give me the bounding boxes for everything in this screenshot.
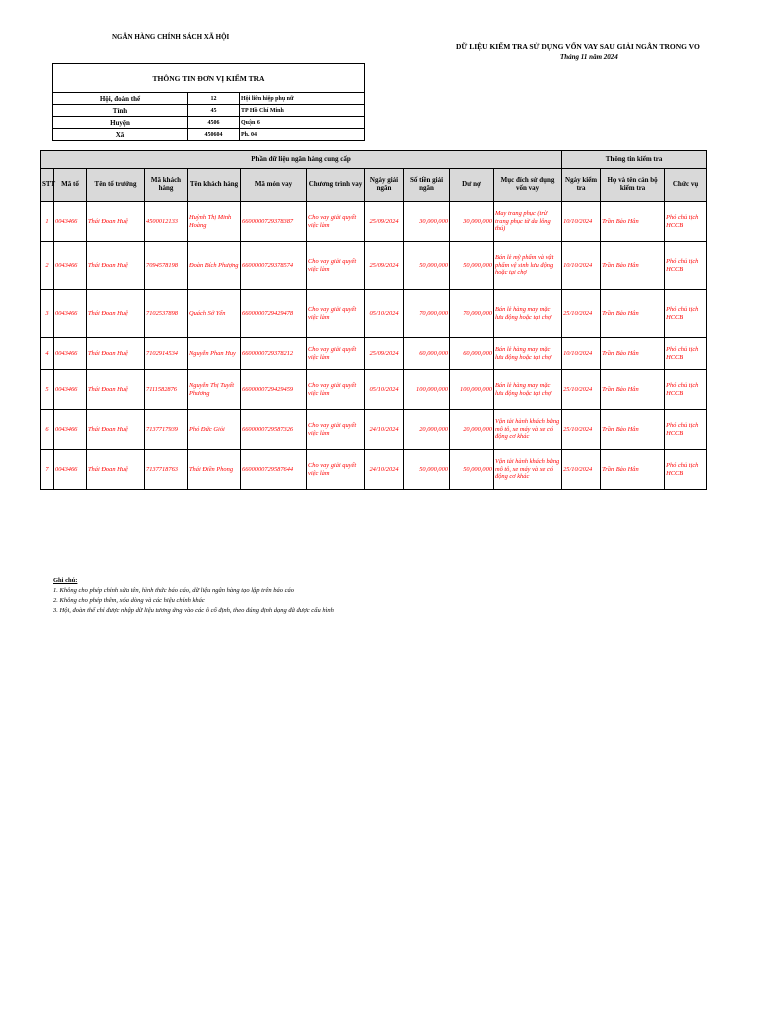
loan-check-table xyxy=(40,150,707,490)
cell-stt: 1 xyxy=(41,202,54,242)
note-item: 3. Hội, đoàn thể chỉ được nhập dữ liệu tương ứng vào các ô cố định, theo đúng định dạng đã được cấu hình xyxy=(53,607,334,614)
cell-stt: 4 xyxy=(41,338,54,370)
cell-ma-to: 0043466 xyxy=(54,290,87,338)
unit-info-code: 45 xyxy=(188,105,240,117)
cell-can-bo-kiem-tra: Trần Bảo Hân xyxy=(601,290,665,338)
col-header-du-no: Dư nợ xyxy=(450,169,494,202)
col-header-ten-khach-hang: Tên khách hàng xyxy=(188,169,241,202)
cell-ngay-kiem-tra: 10/10/2024 xyxy=(562,242,601,290)
cell-du-no: 70,000,000 xyxy=(450,290,494,338)
unit-info-code: 450604 xyxy=(188,129,240,141)
cell-ma-to: 0043466 xyxy=(54,202,87,242)
cell-du-no: 20,000,000 xyxy=(450,410,494,450)
cell-ma-khach-hang: 7111582876 xyxy=(145,370,188,410)
cell-chuc-vu: Phó chủ tịch HCCB xyxy=(665,290,707,338)
cell-du-no: 50,000,000 xyxy=(450,242,494,290)
cell-chuc-vu: Phó chủ tịch HCCB xyxy=(665,242,707,290)
col-header-stt: STT xyxy=(41,169,54,202)
unit-info-box xyxy=(52,63,365,141)
unit-info-row xyxy=(53,129,365,141)
cell-chuong-trinh-vay: Cho vay giải quyết việc làm xyxy=(307,370,365,410)
cell-ngay-giai-ngan: 24/10/2024 xyxy=(365,450,404,490)
cell-ma-to: 0043466 xyxy=(54,370,87,410)
unit-info-value: Hội liên hiệp phụ nữ xyxy=(240,93,365,105)
unit-info-row xyxy=(53,93,365,105)
cell-stt: 5 xyxy=(41,370,54,410)
cell-muc-dich: Bán lẻ hàng may mặc lưu động hoặc tại chợ xyxy=(494,338,562,370)
table-row xyxy=(41,242,707,290)
col-header-ngay-giai-ngan: Ngày giải ngân xyxy=(365,169,404,202)
cell-ngay-kiem-tra: 10/10/2024 xyxy=(562,202,601,242)
cell-ten-khach-hang: Nguyễn Thị Tuyết Phương xyxy=(188,370,241,410)
cell-stt: 3 xyxy=(41,290,54,338)
cell-chuong-trinh-vay: Cho vay giải quyết việc làm xyxy=(307,242,365,290)
cell-muc-dich: Bán lẻ hàng may mặc lưu động hoặc tại chợ xyxy=(494,290,562,338)
cell-can-bo-kiem-tra: Trần Bảo Hân xyxy=(601,242,665,290)
col-header-so-tien-giai-ngan: Số tiền giải ngân xyxy=(404,169,450,202)
cell-chuong-trinh-vay: Cho vay giải quyết việc làm xyxy=(307,202,365,242)
col-header-can-bo-kiem-tra: Họ và tên cán bộ kiểm tra xyxy=(601,169,665,202)
table-row xyxy=(41,338,707,370)
cell-ngay-giai-ngan: 25/09/2024 xyxy=(365,338,404,370)
cell-muc-dich: Vận tải hành khách bằng mô tô, xe máy và xe có động cơ khác xyxy=(494,450,562,490)
table-row xyxy=(41,410,707,450)
table-row xyxy=(41,370,707,410)
cell-chuc-vu: Phó chủ tịch HCCB xyxy=(665,410,707,450)
cell-ma-khach-hang: 7137718763 xyxy=(145,450,188,490)
cell-ma-khach-hang: 7102537898 xyxy=(145,290,188,338)
notes-section xyxy=(53,576,334,616)
unit-info-code: 12 xyxy=(188,93,240,105)
cell-ma-to: 0043466 xyxy=(54,242,87,290)
cell-ma-khach-hang: 4500012133 xyxy=(145,202,188,242)
cell-du-no: 50,000,000 xyxy=(450,450,494,490)
unit-info-row xyxy=(53,117,365,129)
cell-ten-khach-hang: Nguyễn Phan Huy xyxy=(188,338,241,370)
cell-ten-khach-hang: Thái Điền Phong xyxy=(188,450,241,490)
cell-ngay-kiem-tra: 25/10/2024 xyxy=(562,450,601,490)
cell-ma-mon-vay: 6600000729587644 xyxy=(241,450,307,490)
col-header-ma-to: Mã tổ xyxy=(54,169,87,202)
cell-ngay-giai-ngan: 05/10/2024 xyxy=(365,370,404,410)
unit-info-label: Tỉnh xyxy=(53,105,188,117)
cell-can-bo-kiem-tra: Trần Bảo Hân xyxy=(601,450,665,490)
report-period: Tháng 11 năm 2024 xyxy=(560,53,618,61)
cell-ngay-giai-ngan: 25/09/2024 xyxy=(365,242,404,290)
cell-ma-khach-hang: 7102914534 xyxy=(145,338,188,370)
unit-info-label: Hội, đoàn thể xyxy=(53,93,188,105)
unit-info-label: Huyện xyxy=(53,117,188,129)
table-row xyxy=(41,450,707,490)
notes-title: Ghi chú: xyxy=(53,577,78,584)
cell-can-bo-kiem-tra: Trần Bảo Hân xyxy=(601,370,665,410)
note-item: 2. Không cho phép thêm, xóa dòng và các hiệu chỉnh khác xyxy=(53,597,205,604)
cell-so-tien-giai-ngan: 70,000,000 xyxy=(404,290,450,338)
cell-muc-dich: Vận tải hành khách bằng mô tô, xe máy và xe có động cơ khác xyxy=(494,410,562,450)
col-header-chuc-vu: Chức vụ xyxy=(665,169,707,202)
cell-chuong-trinh-vay: Cho vay giải quyết việc làm xyxy=(307,410,365,450)
cell-ten-to-truong: Thái Đoan Huệ xyxy=(87,338,145,370)
cell-ngay-giai-ngan: 24/10/2024 xyxy=(365,410,404,450)
unit-info-value: TP Hồ Chí Minh xyxy=(240,105,365,117)
cell-ten-to-truong: Thái Đoan Huệ xyxy=(87,290,145,338)
cell-chuc-vu: Phó chủ tịch HCCB xyxy=(665,450,707,490)
cell-ngay-giai-ngan: 25/09/2024 xyxy=(365,202,404,242)
cell-chuong-trinh-vay: Cho vay giải quyết việc làm xyxy=(307,290,365,338)
cell-du-no: 100,000,000 xyxy=(450,370,494,410)
unit-info-row xyxy=(53,105,365,117)
cell-ten-khach-hang: Đoàn Bích Phượng xyxy=(188,242,241,290)
group-header-bank: Phần dữ liệu ngân hàng cung cấp xyxy=(41,151,562,169)
cell-ten-khach-hang: Huỳnh Thị Minh Hoàng xyxy=(188,202,241,242)
cell-du-no: 60,000,000 xyxy=(450,338,494,370)
cell-chuc-vu: Phó chủ tịch HCCB xyxy=(665,370,707,410)
cell-ma-to: 0043466 xyxy=(54,450,87,490)
group-header-check: Thông tin kiểm tra xyxy=(562,151,707,169)
unit-info-value: Quận 6 xyxy=(240,117,365,129)
cell-chuong-trinh-vay: Cho vay giải quyết việc làm xyxy=(307,450,365,490)
cell-ngay-giai-ngan: 05/10/2024 xyxy=(365,290,404,338)
cell-chuong-trinh-vay: Cho vay giải quyết việc làm xyxy=(307,338,365,370)
cell-so-tien-giai-ngan: 60,000,000 xyxy=(404,338,450,370)
cell-ma-mon-vay: 6600000729587326 xyxy=(241,410,307,450)
col-header-chuong-trinh-vay: Chương trình vay xyxy=(307,169,365,202)
cell-muc-dich: May trang phục (trừ trang phục từ da lông thú) xyxy=(494,202,562,242)
cell-can-bo-kiem-tra: Trần Bảo Hân xyxy=(601,202,665,242)
report-title: DỮ LIỆU KIỂM TRA SỬ DỤNG VỐN VAY SAU GIẢI NGÂN TRONG VO xyxy=(456,42,700,51)
cell-stt: 6 xyxy=(41,410,54,450)
cell-chuc-vu: Phó chủ tịch HCCB xyxy=(665,202,707,242)
cell-ten-to-truong: Thái Đoan Huệ xyxy=(87,410,145,450)
cell-muc-dich: Bán lẻ hàng may mặc lưu động hoặc tại chợ xyxy=(494,370,562,410)
cell-so-tien-giai-ngan: 50,000,000 xyxy=(404,450,450,490)
table-row xyxy=(41,290,707,338)
cell-ma-khach-hang: 7094578198 xyxy=(145,242,188,290)
cell-ten-to-truong: Thái Đoan Huệ xyxy=(87,202,145,242)
cell-so-tien-giai-ngan: 100,000,000 xyxy=(404,370,450,410)
cell-ma-to: 0043466 xyxy=(54,338,87,370)
cell-can-bo-kiem-tra: Trần Bảo Hân xyxy=(601,410,665,450)
cell-so-tien-giai-ngan: 30,000,000 xyxy=(404,202,450,242)
cell-ma-to: 0043466 xyxy=(54,410,87,450)
cell-ten-khach-hang: Quách Sở Yến xyxy=(188,290,241,338)
cell-ngay-kiem-tra: 25/10/2024 xyxy=(562,290,601,338)
unit-info-code: 4506 xyxy=(188,117,240,129)
cell-ma-mon-vay: 6600000729378387 xyxy=(241,202,307,242)
org-name: NGÂN HÀNG CHÍNH SÁCH XÃ HỘI xyxy=(112,33,230,41)
cell-ma-mon-vay: 6600000729378574 xyxy=(241,242,307,290)
cell-stt: 2 xyxy=(41,242,54,290)
cell-ma-khach-hang: 7137717939 xyxy=(145,410,188,450)
col-header-ma-mon-vay: Mã món vay xyxy=(241,169,307,202)
cell-ngay-kiem-tra: 25/10/2024 xyxy=(562,410,601,450)
cell-can-bo-kiem-tra: Trần Bảo Hân xyxy=(601,338,665,370)
cell-stt: 7 xyxy=(41,450,54,490)
cell-so-tien-giai-ngan: 50,000,000 xyxy=(404,242,450,290)
col-header-ma-khach-hang: Mã khách hàng xyxy=(145,169,188,202)
cell-ngay-kiem-tra: 25/10/2024 xyxy=(562,370,601,410)
cell-ten-khach-hang: Phó Đức Giỏi xyxy=(188,410,241,450)
cell-chuc-vu: Phó chủ tịch HCCB xyxy=(665,338,707,370)
cell-ma-mon-vay: 6600000729429459 xyxy=(241,370,307,410)
cell-so-tien-giai-ngan: 20,000,000 xyxy=(404,410,450,450)
cell-ten-to-truong: Thái Đoan Huệ xyxy=(87,450,145,490)
col-header-ten-to-truong: Tên tổ trưởng xyxy=(87,169,145,202)
col-header-muc-dich: Mục đích sử dụng vốn vay xyxy=(494,169,562,202)
cell-muc-dich: Bán lẻ mỹ phẩm và vật phẩm vệ sinh lưu động hoặc tại chợ xyxy=(494,242,562,290)
col-header-ngay-kiem-tra: Ngày kiểm tra xyxy=(562,169,601,202)
unit-info-value: Ph. 04 xyxy=(240,129,365,141)
unit-info-title: THÔNG TIN ĐƠN VỊ KIỂM TRA xyxy=(53,64,365,93)
cell-ngay-kiem-tra: 10/10/2024 xyxy=(562,338,601,370)
cell-ten-to-truong: Thái Đoan Huệ xyxy=(87,370,145,410)
unit-info-label: Xã xyxy=(53,129,188,141)
note-item: 1. Không cho phép chỉnh sửa tên, hình thức báo cáo, dữ liệu ngân hàng tạo lập trên báo cáo xyxy=(53,587,294,594)
cell-ma-mon-vay: 6600000729429478 xyxy=(241,290,307,338)
cell-ma-mon-vay: 6600000729378212 xyxy=(241,338,307,370)
cell-ten-to-truong: Thái Đoan Huệ xyxy=(87,242,145,290)
table-row xyxy=(41,202,707,242)
cell-du-no: 30,000,000 xyxy=(450,202,494,242)
